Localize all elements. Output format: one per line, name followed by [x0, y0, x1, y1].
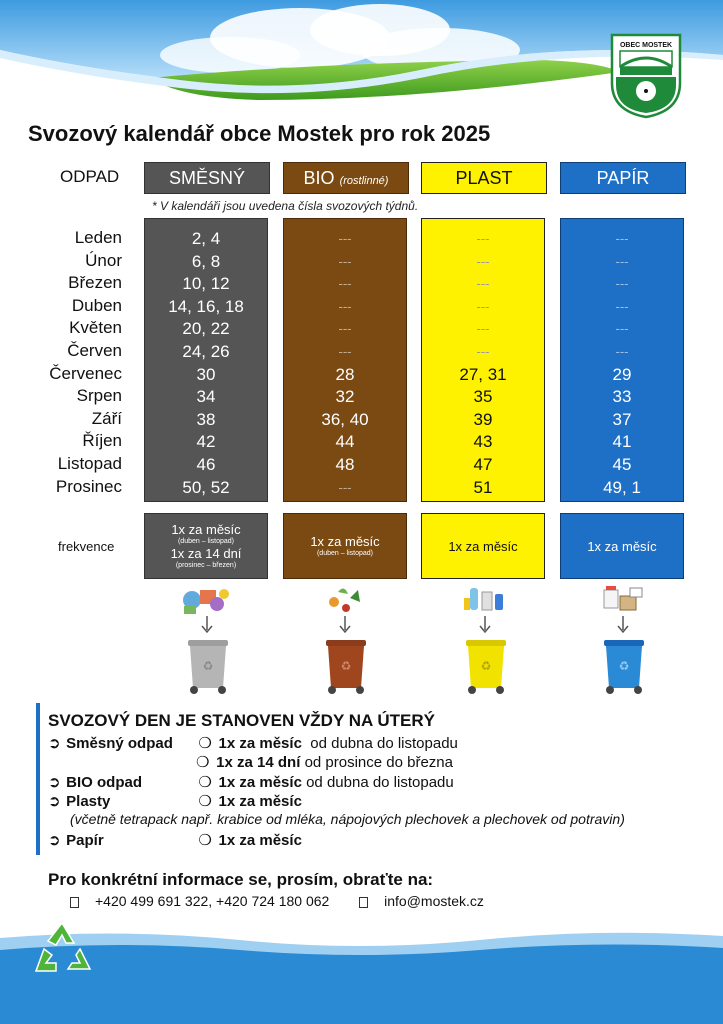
month-label: Únor	[85, 250, 122, 270]
circle-icon: ❍	[196, 754, 210, 771]
bio-week-cell: 28	[335, 364, 355, 384]
month-label: Listopad	[57, 453, 122, 473]
papir-week-cell: ---	[615, 253, 629, 269]
plast-week-cell: ---	[476, 321, 490, 337]
svg-text:♻: ♻	[480, 659, 492, 673]
bio-week-cell: ---	[338, 321, 352, 337]
info-row-plasty	[48, 792, 302, 810]
header-plast: PLAST	[421, 162, 547, 194]
frequency-plast-main: 1x za měsíc	[448, 538, 518, 554]
arrow-icon: ➲	[48, 832, 61, 849]
smesny-week-cell: 24, 26	[182, 341, 230, 361]
frequency-papir-main: 1x za měsíc	[587, 538, 657, 554]
plast-bin-icon	[440, 584, 530, 696]
papir-week-cell: 45	[612, 454, 632, 474]
papir-week-cell: ---	[615, 343, 629, 359]
frequency-smesny-main2: 1x za 14 dní	[170, 546, 242, 561]
footnote: * V kalendáři jsou uvedena čísla svozových týdnů.	[152, 199, 419, 213]
bio-week-cell: ---	[338, 479, 352, 495]
smesny-week-cell: 50, 52	[182, 477, 230, 497]
svg-text:♻: ♻	[618, 659, 630, 673]
month-label: Prosinec	[55, 476, 122, 496]
bio-week-cell: 48	[335, 454, 355, 474]
plast-week-cell: 43	[473, 432, 493, 452]
obec-mostek-crest-logo	[610, 33, 682, 119]
info-row-smesny-2	[196, 753, 453, 771]
svg-text:OBEC MOSTEK: OBEC MOSTEK	[619, 42, 673, 49]
plast-week-cell: ---	[476, 298, 490, 314]
recycle-icon	[30, 919, 94, 977]
smesny-week-cell: 14, 16, 18	[168, 296, 244, 316]
frequency-plast	[421, 513, 545, 579]
plast-week-cell: ---	[476, 253, 490, 269]
bio-week-cell: ---	[338, 298, 352, 314]
info-row-smesny-period: od dubna do listopadu	[310, 735, 458, 752]
plast-week-cell: 51	[473, 477, 493, 497]
bio-bin-icon	[300, 584, 390, 696]
papir-week-cell: 37	[612, 409, 632, 429]
bio-week-cell: ---	[338, 253, 352, 269]
info-row-papir-label: Papír	[66, 832, 104, 849]
info-tetrapack-note: (včetně tetrapack např. krabice od mléka, nápojových plechovek a plechovek od potravin)	[70, 811, 625, 827]
papir-week-cell: 49, 1	[603, 477, 641, 497]
circle-icon: ❍	[198, 832, 212, 849]
header-bio-note: (rostlinné)	[339, 175, 389, 187]
plast-week-cell: 35	[473, 387, 493, 407]
smesny-week-cell: 34	[196, 387, 216, 407]
smesny-week-cell: 30	[196, 364, 216, 384]
phone-icon	[70, 897, 79, 908]
month-label: Květen	[69, 318, 122, 338]
info-row-smesny-period2: od prosince do března	[304, 754, 453, 771]
info-row-smesny-freq2: 1x za 14 dní	[216, 754, 301, 771]
papir-week-cell: ---	[615, 298, 629, 314]
smesny-week-cell: 20, 22	[182, 319, 230, 339]
frequency-bio	[283, 513, 407, 579]
contact-title: Pro konkrétní informace se, prosím, obraťte na:	[48, 870, 434, 889]
bio-week-cell: 44	[335, 432, 355, 452]
info-row-bio-period: od dubna do listopadu	[306, 774, 454, 791]
smesny-week-cell: 2, 4	[191, 229, 221, 248]
plast-week-cell: 47	[473, 454, 493, 474]
bio-week-cell: 36, 40	[321, 409, 369, 429]
smesny-week-cell: 42	[196, 432, 216, 452]
info-row-papir-freq: 1x za měsíc	[218, 832, 302, 849]
email-icon	[359, 897, 368, 908]
bottom-wave-decoration	[0, 930, 723, 1024]
frequency-bio-main: 1x za měsíc	[310, 534, 380, 549]
header-papir: PAPÍR	[560, 162, 686, 194]
info-row-papir	[48, 831, 302, 849]
plast-week-cell: 27, 31	[459, 364, 507, 384]
svg-text:♻: ♻	[340, 659, 352, 673]
frequency-bio-sub: (duben – listopad)	[316, 550, 374, 557]
frequency-smesny	[144, 513, 268, 579]
info-row-plasty-label: Plasty	[66, 793, 111, 810]
papir-week-cell: 41	[612, 432, 632, 452]
plast-week-cell: 39	[473, 409, 493, 429]
circle-icon: ❍	[198, 793, 212, 810]
arrow-icon: ➲	[48, 735, 61, 752]
header-bio-label: BIO	[303, 168, 335, 188]
info-row-smesny	[48, 734, 458, 752]
papir-bin-icon	[578, 584, 668, 696]
arrow-icon: ➲	[48, 774, 61, 791]
frequency-papir	[560, 513, 684, 579]
smesny-week-cell: 38	[196, 409, 216, 429]
papir-week-cell: ---	[615, 321, 629, 337]
header-smesny: SMĚSNÝ	[144, 162, 270, 194]
bio-week-cell: ---	[338, 343, 352, 359]
frequency-label: frekvence	[58, 539, 115, 554]
papir-week-cell: ---	[615, 276, 629, 292]
frequency-smesny-sub2: (prosinec – březen)	[175, 562, 237, 569]
column-papir	[560, 218, 684, 502]
svg-text:♻: ♻	[202, 659, 214, 673]
plast-week-cell: ---	[476, 343, 490, 359]
plast-week-cell: ---	[476, 276, 490, 292]
contact-phones[interactable]: +420 499 691 322, +420 724 180 062	[95, 893, 330, 909]
contact-line	[70, 893, 484, 909]
smesny-week-cell: 6, 8	[191, 251, 221, 271]
month-label: Září	[91, 408, 122, 428]
info-title: SVOZOVÝ DEN JE STANOVEN VŽDY NA ÚTERÝ	[48, 711, 435, 730]
smesny-week-cell: 46	[196, 454, 216, 474]
circle-icon: ❍	[198, 774, 212, 791]
info-row-bio-label: BIO odpad	[66, 774, 142, 791]
bio-week-cell: 32	[335, 387, 355, 407]
month-label: Leden	[74, 228, 122, 247]
month-label: Říjen	[82, 431, 122, 451]
column-plast	[421, 218, 545, 502]
header-bio	[283, 162, 409, 194]
info-row-bio-freq: 1x za měsíc	[218, 774, 302, 791]
papir-week-cell: 29	[612, 364, 632, 384]
frequency-smesny-sub1: (duben – listopad)	[177, 538, 235, 545]
bio-week-cell: ---	[338, 276, 352, 292]
info-row-plasty-freq: 1x za měsíc	[218, 793, 302, 810]
papir-week-cell: 33	[612, 387, 632, 407]
month-label: Březen	[68, 273, 122, 293]
bio-week-cell: ---	[338, 231, 352, 246]
info-accent-bar	[36, 703, 40, 855]
odpad-label: ODPAD	[60, 167, 120, 186]
info-row-smesny-freq: 1x za měsíc	[218, 735, 302, 752]
page-title: Svozový kalendář obce Mostek pro rok 2025	[28, 121, 491, 146]
frequency-smesny-main1: 1x za měsíc	[171, 522, 241, 537]
month-label: Srpen	[76, 386, 122, 406]
smesny-bin-icon	[162, 584, 252, 696]
contact-email[interactable]: info@mostek.cz	[384, 893, 484, 909]
month-list	[30, 227, 122, 498]
circle-icon: ❍	[198, 735, 212, 752]
arrow-icon: ➲	[48, 793, 61, 810]
plast-week-cell: ---	[476, 231, 490, 246]
papir-week-cell: ---	[615, 231, 629, 246]
column-bio	[283, 218, 407, 502]
smesny-week-cell: 10, 12	[182, 274, 230, 294]
month-label: Duben	[71, 295, 122, 315]
info-row-bio	[48, 773, 454, 791]
month-label: Červen	[67, 340, 122, 360]
month-label: Červenec	[49, 363, 122, 383]
info-row-smesny-label: Směsný odpad	[66, 735, 173, 752]
column-smesny	[144, 218, 268, 502]
